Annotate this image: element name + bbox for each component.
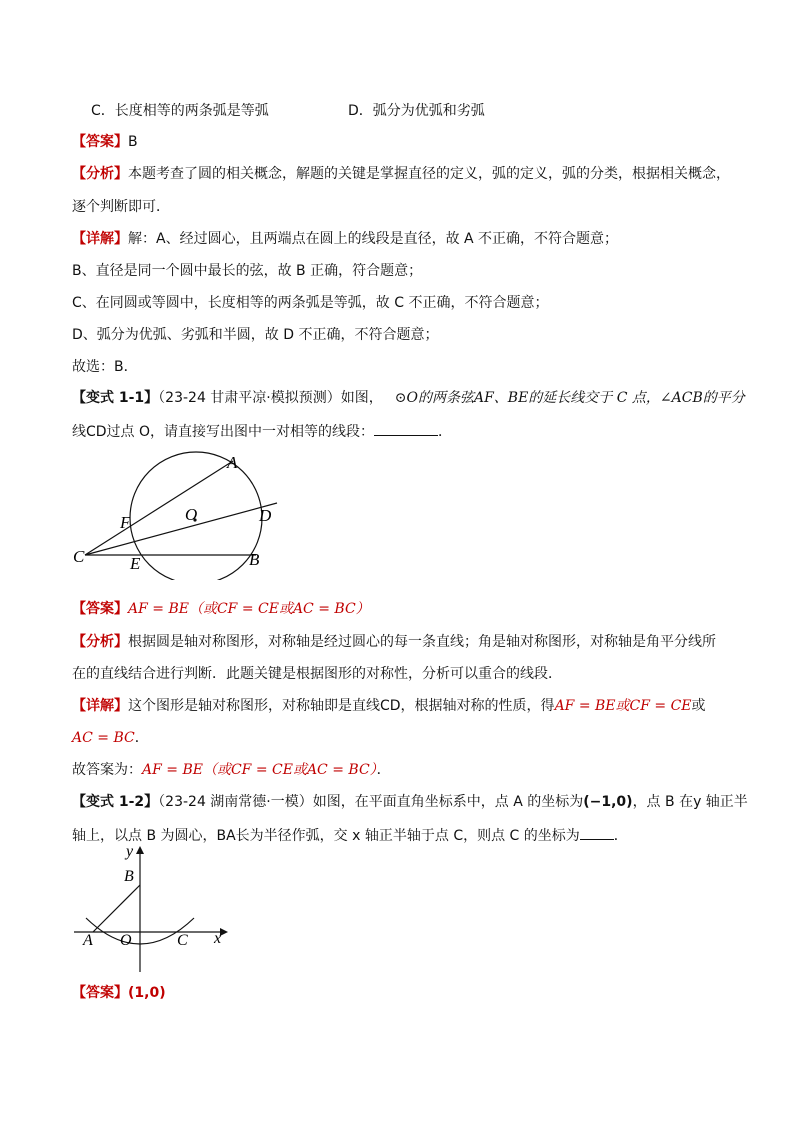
answer-label: 【答案】 — [72, 601, 128, 617]
line-ca — [85, 461, 233, 555]
v12-label: 【变式 1-2】 — [72, 794, 159, 810]
answer-value: B — [128, 134, 138, 150]
x-axis-arrow — [220, 928, 228, 936]
y-axis-arrow — [136, 846, 144, 854]
line-cd — [85, 503, 277, 555]
option-c: C．长度相等的两条弧是等弧 — [91, 103, 269, 119]
v12-text-1a: （23-24 湖南常德·一模）如图，在平面直角坐标系中，点 A 的坐标为 — [158, 794, 584, 810]
q1-detail — [72, 229, 618, 249]
label-d: D — [259, 506, 272, 525]
answer-label: 【答案】 — [72, 985, 128, 1001]
label-c: C — [177, 932, 188, 949]
v12-text-2a: 轴上，以点 B 为圆心，BA长为半径作弧，交 x 轴正半轴于点 C，则点 C 的坐标为 — [72, 828, 580, 844]
label-y: y — [126, 843, 134, 860]
segment-ba — [93, 885, 140, 932]
circle-figure — [70, 445, 300, 580]
v12-answer — [72, 983, 166, 1003]
detail-text: 解：A、经过圆心，且两端点在圆上的线段是直径，故 A 不正确，不符合题意； — [128, 231, 619, 247]
q1-detail-d: D、弧分为优弧、劣弧和半圆，故 D 不正确，不符合题意； — [72, 327, 439, 343]
detail-math-2: AC = BC — [72, 730, 135, 746]
analysis-text: 根据圆是轴对称图形，对称轴是经过圆心的每一条直线；角是轴对称图形，对称轴是角平分线所 — [128, 634, 716, 650]
answer-blank — [374, 421, 438, 436]
answer-value: AF = BE（或CF = CE或AC = BC） — [128, 601, 370, 617]
detail-text: 这个图形是轴对称图形，对称轴即是直线CD，根据轴对称的性质，得 — [128, 698, 555, 714]
final-answer: AF = BE（或CF = CE或AC = BC） — [142, 762, 377, 778]
q1-conclusion: 故选：B． — [72, 359, 138, 375]
v11-answer — [72, 599, 370, 619]
analysis-label: 【分析】 — [72, 166, 128, 182]
v11-question-cont — [72, 421, 452, 442]
v11-label: 【变式 1-1】 — [72, 390, 159, 406]
detail-label: 【详解】 — [72, 231, 128, 247]
analysis-label: 【分析】 — [72, 634, 128, 650]
coordinate-figure — [70, 842, 230, 974]
q1-analysis-cont: 逐个判断即可． — [72, 199, 170, 215]
v11-question — [72, 388, 745, 408]
v11-text-b-end: ． — [438, 424, 453, 440]
v11-detail-cont — [72, 728, 149, 748]
q1-analysis — [72, 164, 730, 184]
v11-analysis — [72, 632, 716, 652]
v12-text-2b: ． — [613, 828, 628, 844]
v12-coord-a: (−1,0) — [583, 794, 633, 810]
label-a: A — [227, 453, 238, 472]
v12-text-1c: ，点 B 在y 轴正半 — [632, 794, 748, 810]
detail-label: 【详解】 — [72, 698, 128, 714]
q1-detail-b: B、直径是同一个圆中最长的弦，故 B 正确，符合题意； — [72, 263, 423, 279]
label-a: A — [83, 932, 93, 949]
detail-end: ． — [134, 730, 149, 746]
label-e: E — [130, 554, 141, 573]
label-o: O — [185, 505, 198, 524]
label-o: O — [120, 932, 132, 949]
analysis-text: 本题考查了圆的相关概念，解题的关键是掌握直径的定义，弧的定义，弧的分类，根据相关概念， — [128, 166, 730, 182]
answer-blank — [580, 825, 614, 840]
detail-math: AF = BE或CF = CE — [554, 698, 692, 714]
q1-answer — [72, 132, 138, 152]
option-d: D．弧分为优弧和劣弧 — [348, 103, 485, 119]
v11-text-a: ⊙O的两条弦AF、BE的延长线交于 C 点，∠ACB的平分 — [394, 390, 745, 406]
answer-value: (1,0) — [128, 985, 166, 1001]
final-prefix: 故答案为： — [72, 762, 142, 778]
final-end: ． — [376, 762, 391, 778]
v12-question — [72, 792, 748, 812]
label-c: C — [73, 547, 85, 566]
answer-label: 【答案】 — [72, 134, 128, 150]
label-x: x — [214, 930, 222, 947]
v11-analysis-cont: 在的直线结合进行判断．此题关键是根据图形的对称性，分析可以重合的线段． — [72, 666, 562, 682]
label-b: B — [249, 550, 260, 569]
v11-text-b: 线CD过点 O，请直接写出图中一对相等的线段： — [72, 424, 375, 440]
label-b: B — [124, 868, 134, 885]
v11-final — [72, 760, 391, 780]
q1-detail-c: C、在同圆或等圆中，长度相等的两条弧是等弧，故 C 不正确，不符合题意； — [72, 295, 549, 311]
v11-detail — [72, 696, 706, 716]
label-f: F — [120, 513, 131, 532]
detail-or: 或 — [691, 698, 706, 714]
v11-source: （23-24 甘肃平凉·模拟预测）如图， — [158, 390, 383, 406]
